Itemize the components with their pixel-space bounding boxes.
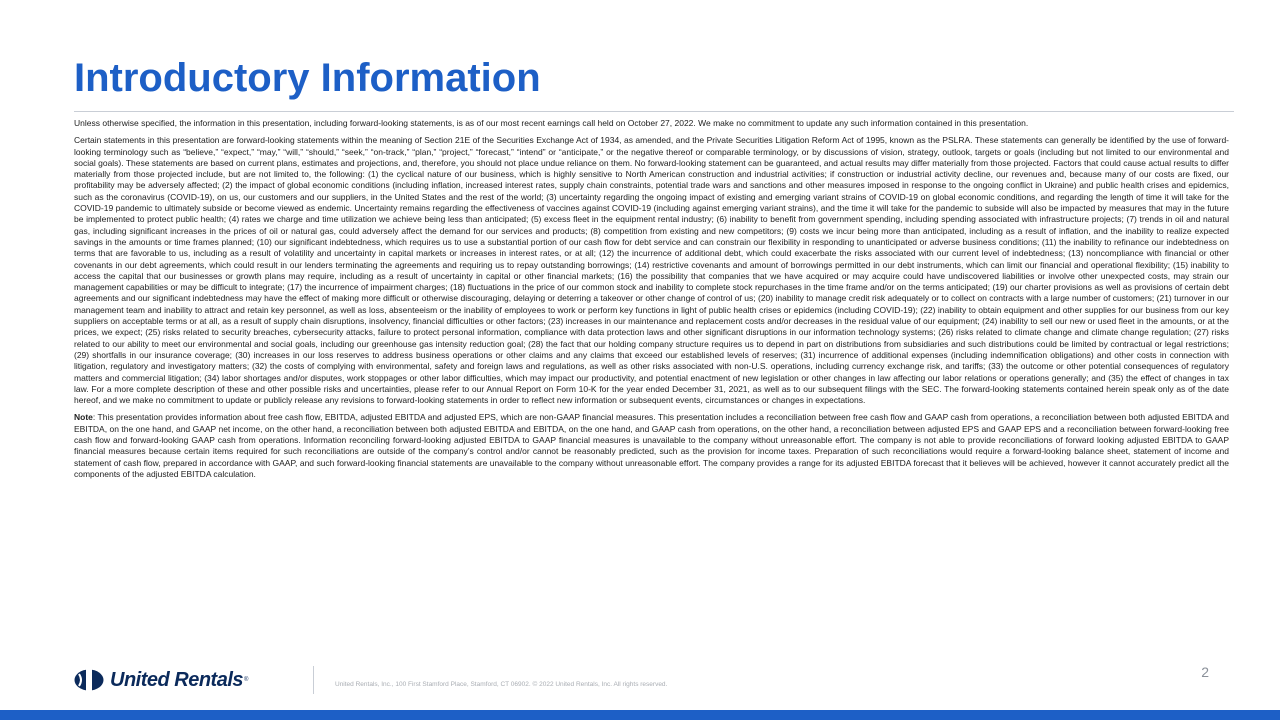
- title-divider: [74, 111, 1234, 112]
- logo-wordmark: United Rentals: [110, 668, 244, 691]
- forward-looking-paragraph: Certain statements in this presentation are forward-looking statements within the meaning of Section 21E of the Securities Exchange Act of 1934, as amended, and the Private Securities Litigation Reform Act of 1995, known as the PSLRA. These statements can generally be identified by the use of forward-looking terminology such as “believe,” “expect,” “may,” “will,” “should,” “seek,” “on-track,” “plan,” “project,” “forecast,” “intend” or “anticipate,” or the negative thereof or comparable terminology, or by discussions of vision, strategy, outlook, targets or goals (including but not limited to our environmental and social goals). These statements are based on current plans, estimates and projections, and, therefore, you should not place undue reliance on them. No forward-looking statement can be guaranteed, and actual results may differ materially from those projected. Factors that could cause actual results to differ materially from those projected include, but are not limited to, the following: (1) the cyclical nature of our business, which is highly sensitive to North American construction and industrial activities; if construction or industrial activity decline, our revenues and, because many of our costs are fixed, our profitability may be adversely affected; (2) the impact of global economic conditions (including inflation, increased interest rates, supply chain constraints, potential trade wars and sanctions and other measures imposed in response to the ongoing conflict in Ukraine) and public health crises and epidemics, such as the coronavirus (COVID-19), on us, our customers and our suppliers, in the United States and the rest of the world; (3) uncertainty regarding the ongoing impact of existing and emerging variant strains of COVID-19 on global economic conditions, and regarding the length of time it will take for the COVID-19 pandemic to ultimately subside or become viewed as endemic. Uncertainty remains regarding the effectiveness of vaccines against COVID-19 (including against emerging variant strains), and the time it will take for the pandemic to subside will also be impacted by measures that may in the future be implemented to protect public health; (4) rates we charge and time utilization we achieve being less than anticipated; (5) excess fleet in the equipment rental industry; (6) inability to benefit from government spending, including spending associated with infrastructure projects; (7) trends in oil and natural gas, including significant increases in the prices of oil or natural gas, could adversely affect the demand for our services and products; (8) competition from existing and new competitors; (9) costs we incur being more than anticipated, including as a result of inflation, and the inability to realize expected savings in the amounts or time frames planned; (10) our significant indebtedness, which requires us to use a substantial portion of our cash flow for debt service and can constrain our flexibility in responding to unanticipated or adverse business conditions; (11) the inability to refinance our indebtedness on terms that are favorable to us, including as a result of volatility and uncertainty in capital markets or increases in interest rates, or at all; (12) the incurrence of additional debt, which could exacerbate the risks associated with our current level of indebtedness; (13) noncompliance with financial or other covenants in our debt agreements, which could result in our lenders terminating the agreements and requiring us to repay outstanding borrowings; (14) restrictive covenants and amount of borrowings permitted in our debt instruments, which can limit our financial and operational flexibility; (15) inability to access the capital that our businesses or growth plans may require, including as a result of uncertainty in capital or other financial markets; (16) the possibility that companies that we have acquired or may acquire could have undiscovered liabilities or involve other unexpected costs, may strain our management capabilities or may be difficult to integrate; (17) the incurrence of impairment charges; (18) fluctuations in the price of our common stock and inability to complete stock repurchases in the time frame and/or on the terms anticipated; (19) our charter provisions as well as provisions of certain debt agreements and our significant indebtedness may have the effect of making more difficult or otherwise discouraging, delaying or deterring a takeover or other change of control of us; (20) inability to manage credit risk adequately or to collect on contracts with a large number of customers; (21) turnover in our management team and inability to attract and retain key personnel, as well as loss, absenteeism or the inability of employees to work or perform key functions in light of public health crises or epidemics (including COVID-19); (22) inability to obtain equipment and other supplies for our business from our key suppliers on acceptable terms or at all, as a result of supply chain disruptions, insolvency, financial difficulties or other factors; (23) increases in our maintenance and replacement costs and/or decreases in the residual value of our equipment; (24) inability to sell our new or used fleet in the amounts, or at the prices, we expect; (25) risks related to security breaches, cybersecurity attacks, failure to protect personal information, compliance with data protection laws and other significant disruptions in our information technology systems; (26) risks related to climate change and climate change regulation; (27) risks related to our ability to meet our environmental and social goals, including our greenhouse gas intensity reduction goal; (28) the fact that our holding company structure requires us to depend in part on distributions from subsidiaries and such distributions could be limited by contractual or legal restrictions; (29) shortfalls in our insurance coverage; (30) increases in our loss reserves to address business operations or other claims and any claims that exceed our established levels of reserves; (31) incurrence of additional expenses (including indemnification obligations) and other costs in connection with litigation, regulatory and investigatory matters; (32) the costs of complying with environmental, safety and foreign laws and regulations, as well as other risks associated with non-U.S. operations, including currency exchange risk, and tariffs; (33) the outcome or other potential consequences of regulatory matters and commercial litigation; (34) labor shortages and/or disputes, work stoppages or other labor difficulties, which may impact our productivity, and potential enactment of new legislation or other changes in law affecting our labor relations or operations generally; and (35) the effect of changes in tax law. For a more complete description of these and other possible risks and uncertainties, please refer to our Annual Report on Form 10-K for the year ended December 31, 2021, as well as to our subsequent filings with the SEC. The forward-looking statements contained herein speak only as of the date hereof, and we make no commitment to update or publicly release any revisions to forward-looking statements in order to reflect new information or subsequent events, circumstances or changes in expectations.: [74, 135, 1229, 406]
- registered-mark: ®: [244, 677, 249, 683]
- united-rentals-logo: [74, 668, 248, 692]
- note-label: Note: [74, 412, 93, 423]
- united-rentals-logo-mark-icon: [74, 669, 104, 691]
- bottom-accent-bar: [0, 710, 1280, 720]
- page-title: Introductory Information: [74, 56, 541, 100]
- footer-divider: [313, 666, 314, 694]
- intro-paragraph: Unless otherwise specified, the information in this presentation, including forward-looking statements, is as of our most recent earnings call held on October 27, 2022. We make no commitment to update any such information contained in this presentation.: [74, 118, 1029, 128]
- note-text: : This presentation provides information about free cash flow, EBITDA, adjusted EBITDA and adjusted EPS, which are non-GAAP financial measures. This presentation includes a reconciliation between free cash flow and GAAP cash from operations, a reconciliation between both adjusted EBITDA and EBITDA, on the one hand, and GAAP net income, on the other hand, a reconciliation between both adjusted EBITDA and EBITDA, on the one hand, and GAAP cash from operations, on the other hand, a reconciliation between adjusted EPS and GAAP EPS and a reconciliation between forward-looking free cash flow and forward-looking GAAP cash from operations. Information reconciling forward-looking adjusted EBITDA to GAAP financial measures is unavailable to the company without unreasonable effort. The company is not able to provide reconciliations of forward looking adjusted EBITDA to GAAP financial measures because certain items required for such reconciliations are outside of the company’s control and/or cannot be reasonably predicted, such as the provision for income taxes. Preparation of such reconciliations would require a forward-looking balance sheet, statement of income and statement of cash flow, prepared in accordance with GAAP, and such forward-looking financial statements are unavailable to the company without unreasonable effort. The company provides a range for its adjusted EBITDA forecast that it believes will be achieved, however it cannot accurately predict all the components of the adjusted EBITDA calculation.: [74, 412, 1229, 479]
- footer-legal-text: United Rentals, Inc., 100 First Stamford Place, Stamford, CT 06902. © 2022 United Rentals, Inc. All rights reserved.: [335, 681, 668, 688]
- page-number: 2: [1201, 664, 1209, 680]
- disclaimer-body: [74, 118, 1229, 486]
- note-paragraph: [74, 412, 1229, 480]
